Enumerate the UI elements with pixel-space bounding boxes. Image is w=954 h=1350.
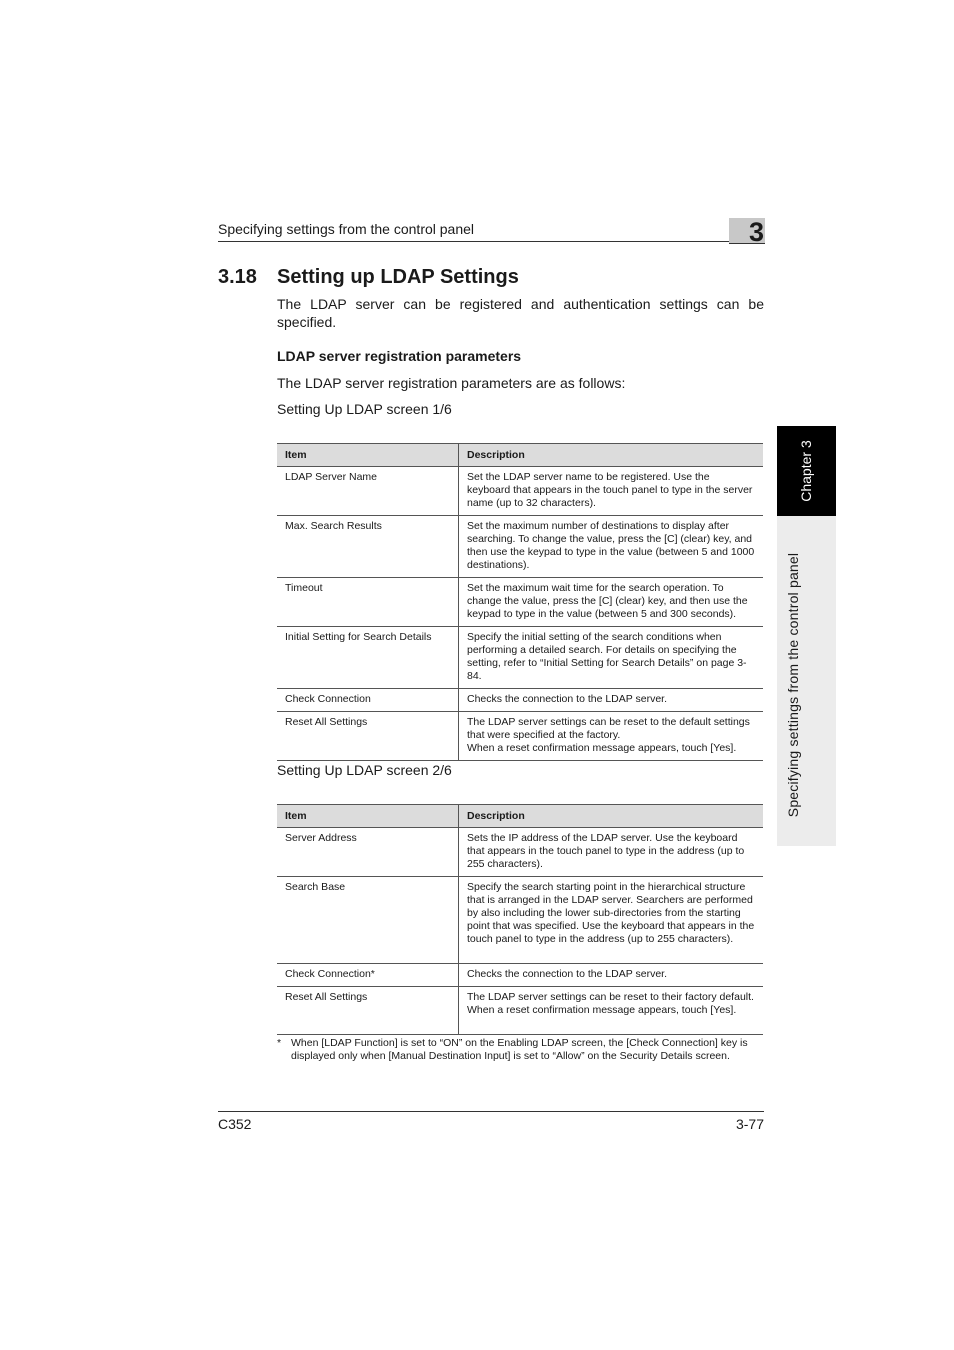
table-row (277, 689, 763, 712)
table-header-row (277, 444, 763, 467)
table-row (277, 578, 763, 627)
lead-paragraph: The LDAP server registration parameters are as follows: (277, 375, 626, 391)
item-cell: Reset All Settings (277, 987, 459, 1035)
column-header-description: Description (459, 444, 764, 467)
item-cell: Server Address (277, 828, 459, 877)
item-cell: Search Base (277, 877, 459, 964)
item-cell: Max. Search Results (277, 516, 459, 578)
item-cell: Check Connection (277, 689, 459, 712)
header-rule (218, 241, 729, 242)
description-cell: The LDAP server settings can be reset to the default settings that were specified at the factory. When a reset confirmation message appears, touch [Yes]. (459, 712, 764, 761)
column-header-description: Description (459, 805, 764, 828)
footnote (277, 1037, 763, 1063)
chapter-number-box (729, 217, 765, 247)
table-row (277, 467, 763, 516)
description-cell: Set the LDAP server name to be registered. Use the keyboard that appears in the touch panel to type in the server name (up to 32 characters). (459, 467, 764, 516)
description-cell: Specify the initial setting of the search conditions when performing a detailed search. For details on specifying the setting, refer to “Initial Setting for Search Details” on page 3-84. (459, 627, 764, 689)
footnote-text: When [LDAP Function] is set to “ON” on the Enabling LDAP screen, the [Check Connection] key is displayed only when [Manual Destination Input] is set to “Allow” on the Security Details screen. (291, 1037, 748, 1062)
table-row (277, 987, 763, 1035)
settings-table-2 (277, 804, 763, 1035)
settings-table-1 (277, 443, 763, 761)
description-cell: Set the maximum wait time for the search operation. To change the value, press the [C] (clear) key, and then use the keypad to type in the value (between 5 and 300 seconds). (459, 578, 764, 627)
description-cell: Checks the connection to the LDAP server. (459, 964, 764, 987)
footer-rule (218, 1111, 764, 1112)
column-header-item: Item (277, 444, 459, 467)
item-cell: LDAP Server Name (277, 467, 459, 516)
side-chapter-label: Chapter 3 (798, 440, 814, 502)
table-row (277, 877, 763, 964)
item-cell: Initial Setting for Search Details (277, 627, 459, 689)
table-row (277, 828, 763, 877)
table-row (277, 516, 763, 578)
table-row (277, 712, 763, 761)
item-cell: Reset All Settings (277, 712, 459, 761)
description-cell: The LDAP server settings can be reset to their factory default. When a reset confirmation message appears, touch [Yes]. (459, 987, 764, 1035)
chapter-number: 3 (748, 217, 764, 247)
item-cell: Check Connection* (277, 964, 459, 987)
section-number: 3.18 (218, 266, 257, 288)
item-cell: Timeout (277, 578, 459, 627)
description-cell: Specify the search starting point in the hierarchical structure that is arranged in the LDAP server. Searchers are performed by also including the lower sub-directories from the starting point that was specified. Use the keyboard that appears in the touch panel to type in the address (up to 255 characters). (459, 877, 764, 964)
running-header: Specifying settings from the control panel (218, 221, 475, 237)
description-cell: Checks the connection to the LDAP server. (459, 689, 764, 712)
footer-model: C352 (218, 1116, 252, 1132)
footnote-marker: * (277, 1037, 282, 1049)
description-cell: Set the maximum number of destinations to display after searching. To change the value, press the [C] (clear) key, and then use the keypad to type in the value (between 5 and 1000 destinations). (459, 516, 764, 578)
table1-caption: Setting Up LDAP screen 1/6 (277, 401, 452, 417)
table-row (277, 964, 763, 987)
section-title: Setting up LDAP Settings (277, 266, 519, 288)
table2-caption: Setting Up LDAP screen 2/6 (277, 762, 452, 778)
page-number: 3-77 (735, 1116, 764, 1132)
table-header-row (277, 805, 763, 828)
subheading: LDAP server registration parameters (277, 348, 522, 364)
table-row (277, 627, 763, 689)
section-intro: The LDAP server can be registered and authentication settings can be specified. (277, 296, 764, 330)
column-header-item: Item (277, 805, 459, 828)
description-cell: Sets the IP address of the LDAP server. Use the keyboard that appears in the touch panel to type in the address (up to 255 characters). (459, 828, 764, 877)
side-section-label: Specifying settings from the control panel (785, 552, 801, 818)
